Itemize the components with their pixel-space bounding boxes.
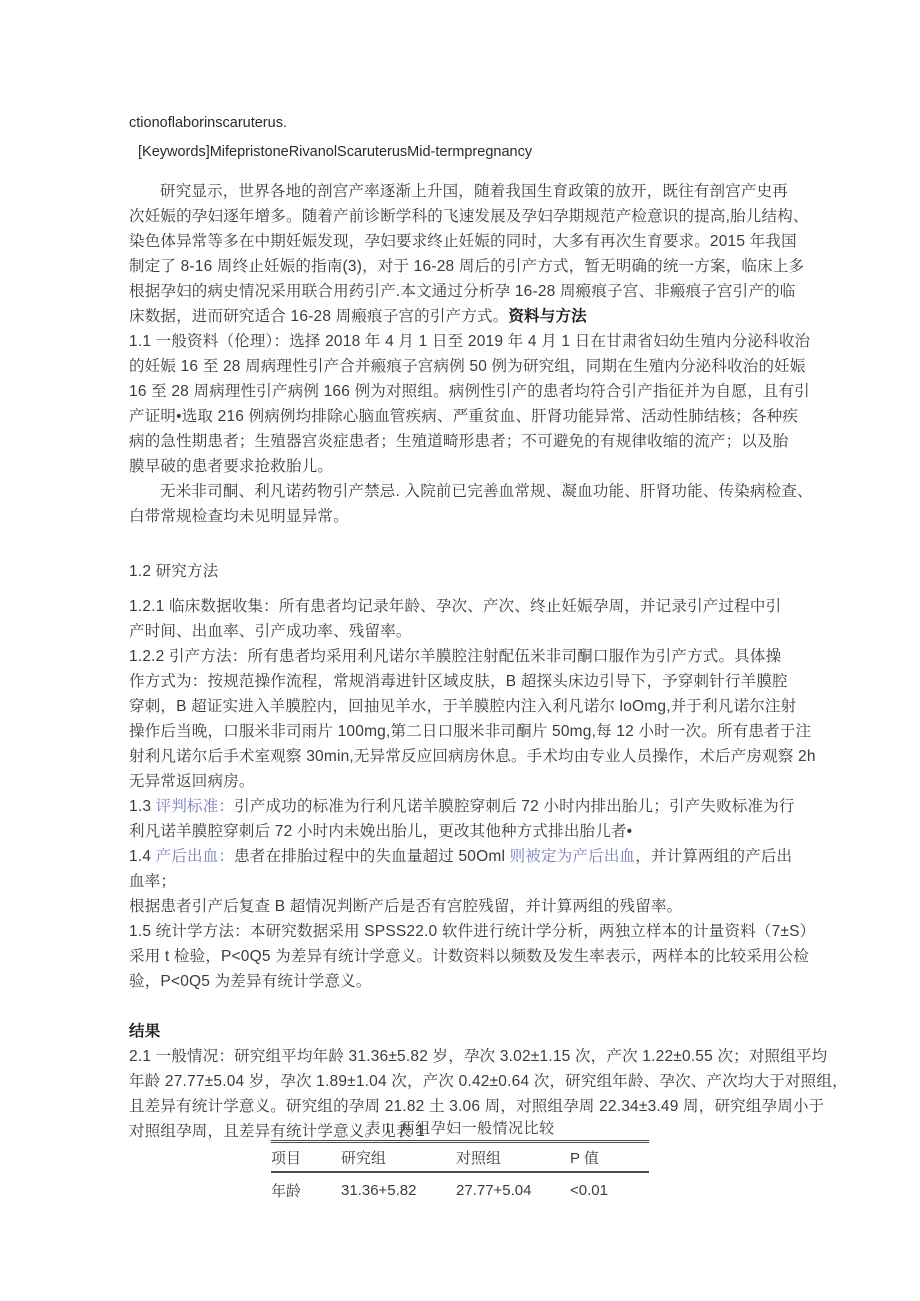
text-segment: 1.3 [129, 798, 156, 815]
section-1-4-line [129, 869, 829, 894]
text-segment: 验，P<0Q5 为差异有统计学意义。 [129, 973, 372, 990]
section-1-2-2-line [129, 694, 829, 719]
section-1-2-2-line [129, 719, 829, 744]
section-1-2-heading [129, 559, 829, 584]
text-segment: 患者在排胎过程中的失血量超过 50Oml [234, 848, 510, 865]
text-segment: 血率； [129, 873, 177, 890]
table-header-row [271, 1142, 649, 1173]
text-segment: 2.1 一般情况：研究组平均年龄 31.36±5.82 岁，孕次 3.02±1.15 次，产次 1.22±0.55 次；对照组平均 [129, 1048, 828, 1065]
section-1-5-line [129, 919, 829, 944]
text-segment: 年龄 27.77±5.04 岁，孕次 1.89±1.04 次，产次 0.42±0.64 次，研究组年龄、孕次、产次均大于对照组， [129, 1073, 848, 1090]
text-segment: 对照组孕周，且差异有统计学意义。见表 1 [129, 1123, 425, 1140]
text-segment: 无异常返回病房。 [129, 773, 255, 790]
section-1-3-line [129, 794, 829, 819]
text-segment: 结果 [129, 1023, 161, 1040]
text-segment: 作方式为：按规范操作流程，常规消毒进针区域皮肤，B 超探头床边引导下，予穿刺针行羊膜腔 [129, 673, 788, 690]
text-segment: 利凡诺羊膜腔穿刺后 72 小时内未娩出胎儿，更改其他种方式排出胎儿者• [129, 823, 633, 840]
text-segment: 次妊娠的孕妇逐年增多。随着产前诊断学科的飞速发展及孕妇孕期规范产检意识的提高,胎儿结构、 [129, 208, 809, 225]
keywords-line [129, 139, 829, 165]
english-continuation-line [129, 110, 829, 136]
text-segment: 的妊娠 16 至 28 周病理性引产合并瘢痕子宫病例 50 例为研究组，同期在生殖内分泌科收治的妊娠 [129, 358, 806, 375]
intro-paragraph-line [129, 179, 829, 204]
text-segment: 床数据，进而研究适合 16-28 周瘢痕子宫的引产方式。 [129, 308, 509, 325]
section-1-1-line [129, 454, 829, 479]
intro-paragraph-line [129, 254, 829, 279]
text-segment: 产证明•选取 216 例病例均排除心脑血管疾病、严重贫血、肝肾功能异常、活动性肺结核；各种疾 [129, 408, 799, 425]
text-segment: [Keywords]MifepristoneRivanolScaruterusMid-termpregnancy [138, 144, 533, 160]
table-column-header: 对照组 [456, 1142, 570, 1173]
section-1-2-2-line [129, 744, 829, 769]
text-segment: 1.5 统计学方法：本研究数据采用 SPSS22.0 软件进行统计学分析，两独立样本的计量资料（7±S） [129, 923, 816, 940]
text-segment: 研究显示，世界各地的剖宫产率逐渐上升国，随着我国生育政策的放开，既往有剖宫产史再 [160, 183, 789, 200]
results-heading [129, 1019, 829, 1044]
text-segment: 16 至 28 周病理性引产病例 166 例为对照组。病例性引产的患者均符合引产指征并为自愿，且有引 [129, 383, 810, 400]
section-1-3-line [129, 819, 829, 844]
section-1-1-line [129, 429, 829, 454]
text-segment: 1.2.1 临床数据收集：所有患者均记录年龄、孕次、产次、终止妊娠孕周，并记录引产过程中引 [129, 598, 782, 615]
section-1-2-2-line [129, 769, 829, 794]
text-segment: 1.2.2 引产方法：所有患者均采用利凡诺尔羊膜腔注射配伍米非司酮口服作为引产方式。具体操 [129, 648, 782, 665]
intro-paragraph-line [129, 304, 829, 329]
table-column-header: 项目 [271, 1142, 341, 1173]
section-1-1-line [129, 379, 829, 404]
text-segment: 资料与方法 [508, 308, 587, 325]
exclusion-paragraph-line [129, 504, 829, 529]
table-row [271, 1172, 649, 1207]
text-segment: 且差异有统计学意义。研究组的孕周 21.82 土 3.06 周，对照组孕周 22.34±3.49 周，研究组孕周小于 [129, 1098, 825, 1115]
text-segment: 制定了 8-16 周终止妊娠的指南(3)，对于 16-28 周后的引产方式，暂无明确的统一方案，临床上多 [129, 258, 805, 275]
text-segment: 根据患者引产后复查 B 超情况判断产后是否有宫腔残留，并计算两组的残留率。 [129, 898, 683, 915]
table-header [271, 1142, 649, 1173]
section-1-1-line [129, 329, 829, 354]
intro-paragraph-line [129, 279, 829, 304]
section-1-2-1-line [129, 594, 829, 619]
section-2-1-line [129, 1044, 829, 1069]
table-cell: 年龄 [271, 1183, 302, 1200]
table-cell: <0.01 [570, 1182, 608, 1199]
text-segment: 采用 t 检验，P<0Q5 为差异有统计学意义。计数资料以频数及发生率表示，两样本的比较采用公检 [129, 948, 810, 965]
text-segment: 则被定为产后出血 [509, 848, 636, 865]
section-1-1-line [129, 354, 829, 379]
section-1-4-line [129, 894, 829, 919]
intro-paragraph-line [129, 229, 829, 254]
table-cell: 27.77+5.04 [456, 1182, 532, 1199]
text-segment: 引产成功的标准为行利凡诺羊膜腔穿刺后 72 小时内排出胎儿；引产失败标准为行 [234, 798, 795, 815]
section-2-1-line [129, 1069, 848, 1094]
section-1-5-line [129, 944, 829, 969]
text-segment: 操作后当晚，口服米非司雨片 100mg,第二日口服米非司酮片 50mg,每 12 小时一次。所有患者于注 [129, 723, 812, 740]
text-segment: 根据孕妇的病史情况采用联合用药引产.本文通过分析孕 16-28 周瘢痕子宫、非瘢痕子宫引产的临 [129, 283, 796, 300]
text-segment: 评判标准： [155, 798, 235, 815]
table-body [271, 1172, 649, 1207]
table-column-header: P 值 [570, 1142, 649, 1173]
section-1-4-line [129, 844, 829, 869]
text-segment: 1.1 一般资料（伦理）：选择 2018 年 4 月 1 日至 2019 年 4 月 1 日在甘肃省妇幼生殖内分泌科收治 [129, 333, 811, 350]
text-segment: 病的急性期患者；生殖器宫炎症患者；生殖道畸形患者；不可避免的有规律收缩的流产；以及胎 [129, 433, 789, 450]
section-1-1-line [129, 404, 829, 429]
table-title: 表 I. 两组孕妇一般情况比较 [365, 1120, 555, 1137]
section-1-2-2-line [129, 644, 829, 669]
intro-paragraph-line [129, 204, 829, 229]
exclusion-paragraph-line [129, 479, 829, 504]
text-segment: 1.2 研究方法 [129, 563, 219, 580]
text-segment: 1.4 [129, 848, 156, 865]
comparison-table [271, 1140, 649, 1207]
text-segment: 产时间、出血率、引产成功率、残留率。 [129, 623, 412, 640]
table-cell: 31.36+5.82 [341, 1182, 417, 1199]
text-segment: 白带常规检查均未见明显异常。 [129, 508, 349, 525]
text-segment: 膜早破的患者要求抢救胎儿。 [129, 458, 334, 475]
text-segment: 染色体异常等多在中期妊娠发现，孕妇要求终止妊娠的同时，大多有再次生育要求。2015 年我国 [129, 233, 797, 250]
text-segment: 射利凡诺尔后手术室观察 30min,无异常反应回病房休息。手术均由专业人员操作，术后产房观察 2h [129, 748, 816, 765]
text-segment: ctionoflaborinscaruterus. [129, 115, 287, 131]
text-segment: ，并计算两组的产后出 [635, 848, 793, 865]
table-1 [271, 1118, 649, 1207]
document-body [129, 110, 848, 1144]
text-segment: 无米非司酮、利凡诺药物引产禁忌. 入院前已完善血常规、凝血功能、肝肾功能、传染病检查、 [160, 483, 813, 500]
section-1-5-line [129, 969, 829, 994]
section-1-2-1-line [129, 619, 829, 644]
table-section [129, 1110, 829, 1207]
text-segment: 产后出血： [155, 848, 235, 865]
section-1-2-2-line [129, 669, 829, 694]
table-column-header: 研究组 [341, 1142, 456, 1173]
text-segment: 穿刺，B 超证实进入羊膜腔内，回抽见羊水，于羊膜腔内注入利凡诺尔 loOmg,并于利凡诺尔注射 [129, 698, 797, 715]
